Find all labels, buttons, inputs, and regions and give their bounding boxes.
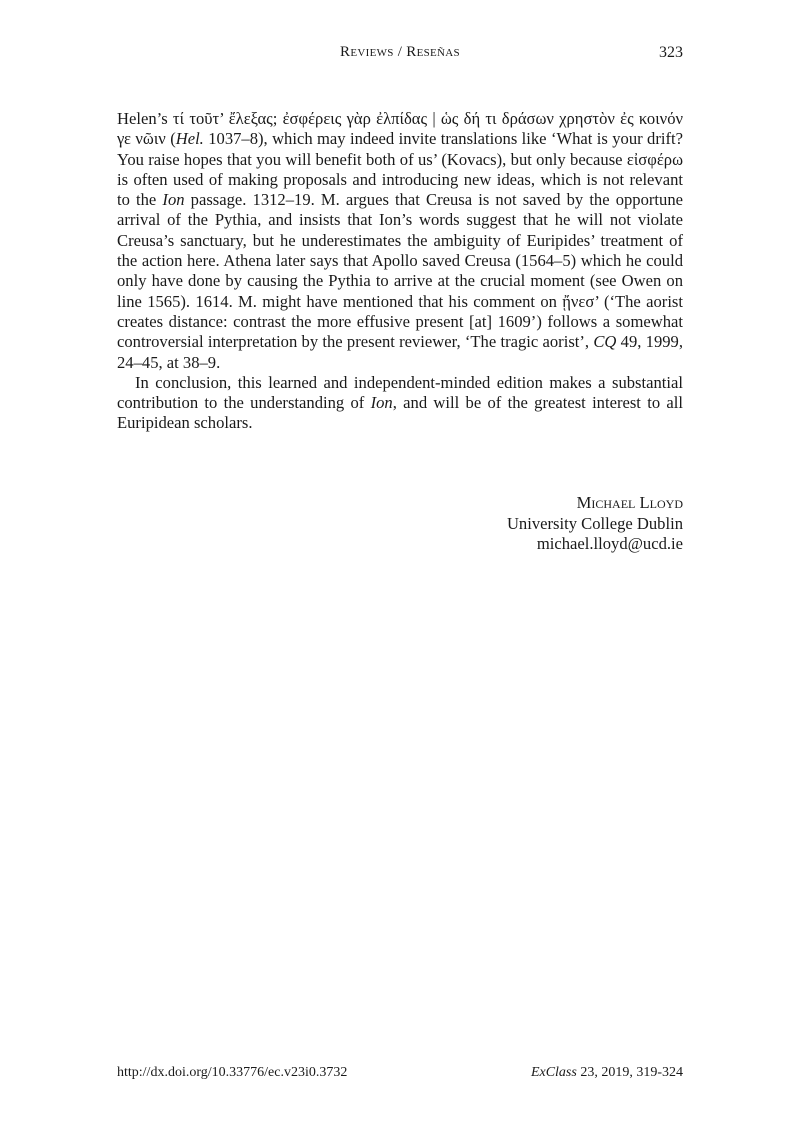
text-span: 1037–8), which may indeed invite translations like ‘What is your drift? You raise hopes that you will benefit both of us’ (Kovacs), but only because εἰσφέρω is often used of making proposals and introducing new ideas, which is not relevant to the bbox=[117, 129, 683, 210]
reviewer-affiliation: University College Dublin bbox=[506, 513, 683, 533]
journal-citation bbox=[531, 1065, 683, 1081]
italic-title: Hel. bbox=[175, 129, 204, 149]
paragraph-conclusion bbox=[117, 373, 683, 434]
doi-link[interactable]: http://dx.doi.org/10.33776/ec.v23i0.3732 bbox=[117, 1065, 348, 1080]
review-body bbox=[117, 109, 683, 434]
paragraph-notes bbox=[117, 109, 683, 373]
text-span: In conclusion, this learned and independent-minded edition makes a substantial contribution to the understanding of bbox=[117, 372, 683, 413]
italic-title: Ion bbox=[370, 393, 393, 413]
text-span: 49, 1999, 24–45, at 38–9. bbox=[117, 332, 683, 372]
text-span: , and will be of the greatest interest to all Euripidean scholars. bbox=[117, 393, 683, 433]
reviewer-name: Michael Lloyd bbox=[576, 493, 683, 512]
reviewer-email[interactable]: michael.lloyd@ucd.ie bbox=[536, 534, 683, 553]
reviewer-signature bbox=[507, 493, 683, 555]
citation-details: 23, 2019, 319-324 bbox=[576, 1065, 683, 1080]
journal-name: ExClass bbox=[530, 1065, 577, 1080]
running-head: Reviews / Reseñas bbox=[340, 44, 460, 60]
text-span: passage. 1312–19. M. argues that Creusa is not saved by the opportune arrival of the Pythia, and insists that Ion’s words suggest that he will not violate Creusa’s sanctuary, but he underestimates the ambiguity of Euripides’ treatment of the action here. Athena later says that Apollo saved Creusa (1564–5) which he could only have done by causing the Pythia to arrive at the crucial moment (see Owen on line 1565). 1614. M. might have mentioned that his comment on ᾔνεσ’ (‘The aorist creates distance: contrast the more effusive present [at] 1609’) follows a somewhat controversial interpretation by the present reviewer, ‘The tragic aorist’, bbox=[117, 190, 683, 352]
italic-title: CQ bbox=[593, 332, 617, 352]
page-header bbox=[117, 44, 683, 68]
italic-title: Ion bbox=[162, 190, 185, 210]
page-number: 323 bbox=[659, 44, 683, 61]
text-span: Helen’s τί τοῦτ’ ἔλεξας; ἐσφέρεις γὰρ ἐλπίδας | ὡς δή τι δράσων χρηστὸν ἐς κοινόν γε νῶιν ( bbox=[117, 109, 683, 149]
